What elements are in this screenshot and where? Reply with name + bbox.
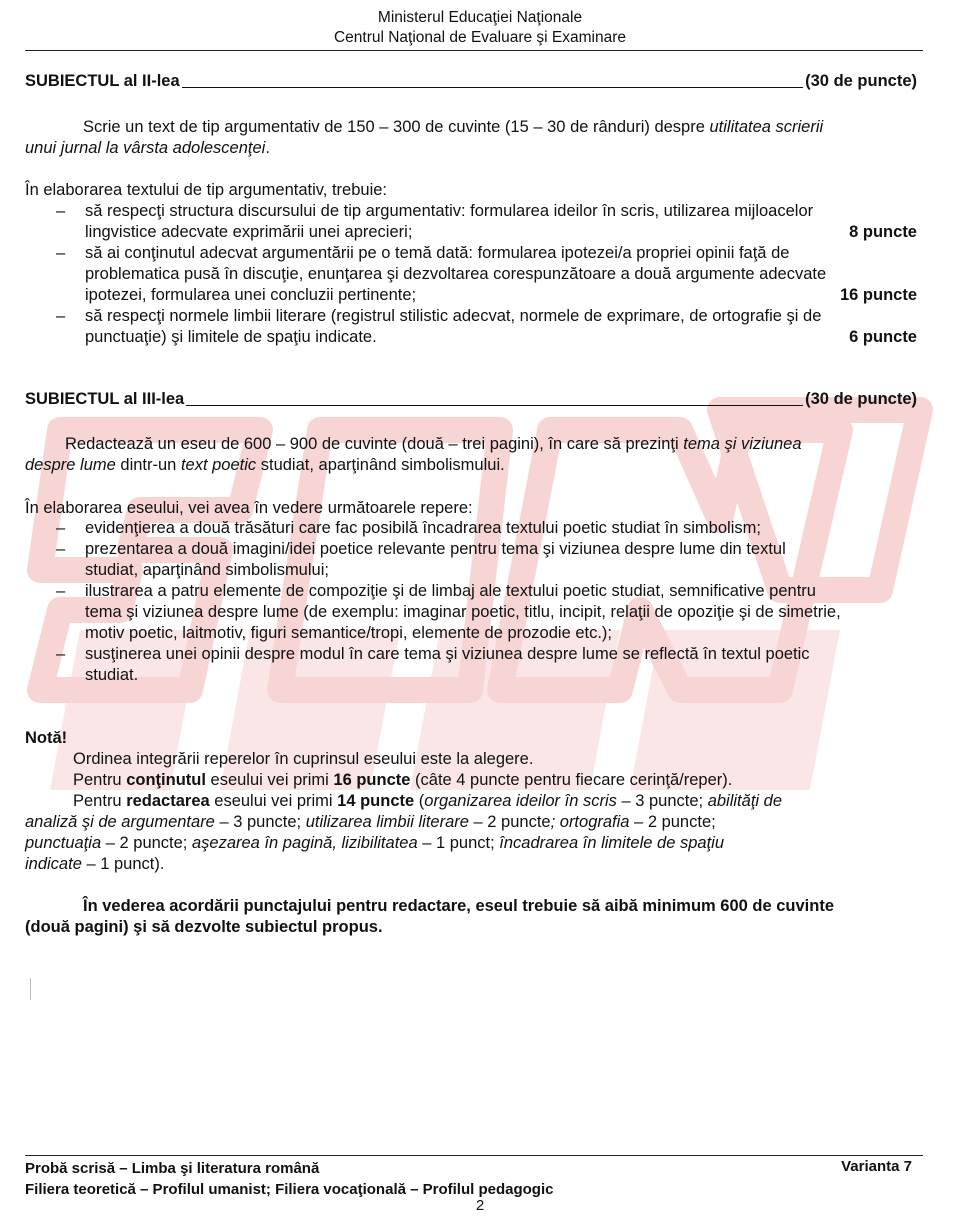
subject-2-intro: În elaborarea textului de tip argumentativ, trebuie: [25,181,387,199]
note-final-requirement: În vederea acordării punctajului pentru redactare, eseul trebuie să aibă minimum 600 de cuvinte (două pagini) şi să dezvolte subiectul propus. [25,897,835,936]
subject-3-item-1: evidenţierea a două trăsături care fac posibilă încadrarea textului poetic studiat în simbolism; [85,519,761,537]
subject-2-task: Scrie un text de tip argumentativ de 150 – 300 de cuvinte (15 – 30 de rânduri) despre utilitatea scrierii unui jurnal la vârsta adolescenţei. [25,118,824,157]
points-label: 6 puncte [849,328,917,346]
header-center: Centrul Naţional de Evaluare şi Examinare [333,29,627,46]
bullet-dash: – [56,307,66,325]
note-body: Ordinea integrării reperelor în cuprinsul eseului este la alegere. Pentru conţinutul eseului vei primi 16 puncte (câte 4 puncte pentru fiecare cerinţă/reper). Pentru redactarea eseului vei primi 14 puncte (organizarea ideilor în scris – 3 puncte; abilităţi de [73,750,783,810]
footer-rule [25,1155,923,1156]
note-body-continued: analiză şi de argumentare – 3 puncte; utilizarea limbii literare – 2 puncte; ortografia – 2 puncte; punctuaţia – 2 puncte; aşezarea în pagină, lizibilitatea – 1 punct; încadrarea în limitele de spaţiu indicate – 1 punct). [25,813,724,873]
document-header [0,8,960,48]
subject-3-intro: În elaborarea eseului, vei avea în vedere următoarele repere: [25,499,473,517]
subject-3-task: Redactează un eseu de 600 – 900 de cuvinte (două – trei pagini), în care să prezinţi tema şi viziunea despre lume dintr-un text poetic studiat, aparţinând simbolismului. [25,435,802,474]
bullet-dash: – [56,519,66,537]
points-label: 16 puncte [839,286,917,304]
subject-3-title [25,390,917,409]
footer-variant: Varianta 7 [841,1158,912,1175]
subject-2-title [25,72,917,91]
page-number: 2 [475,1197,485,1214]
subject-2-points: (30 de puncte) [805,72,917,90]
title-fill-line [182,87,803,88]
subject-2-item-2: să ai conţinutul adecvat argumentării pe o temă dată: formularea ipotezei/a propriei opinii faţă de problematica pusă în discuţie, enunţarea şi dezvoltarea corespunzătoare a două argumente adecvate ipotezei, formularea unei concluzii pertinente; 16 puncte [85,244,917,304]
text-cursor-mark [30,978,31,1000]
subject-3-item-2: prezentarea a două imagini/idei poetice relevante pentru tema şi viziunea despre lume din textul studiat, aparţinând simbolismului; [85,540,786,579]
bullet-dash: – [56,645,66,663]
subject-3-item-3: ilustrarea a patru elemente de compoziţie şi de limbaj ale textului poetic studiat, semnificative pentru tema şi viziunea despre lume (de exemplu: imaginar poetic, titlu, incipit, relaţii de opoziţie şi de simetrie, motiv poetic, laitmotiv, figuri semantice/tropi, elemente de prozodie etc.); [85,582,841,642]
subject-2-item-3: să respecţi normele limbii literare (registrul stilistic adecvat, normele de exprimare, de ortografie şi de punctuaţie) şi limitele de spaţiu indicate. 6 puncte [85,307,917,346]
subject-2-heading: SUBIECTUL al II-lea [25,72,180,90]
note-title: Notă! [25,729,68,747]
bullet-dash: – [56,582,66,600]
bullet-dash: – [56,244,66,262]
bullet-dash: – [56,202,66,220]
header-ministry: Ministerul Educaţiei Naţionale [377,9,583,26]
header-rule [25,50,923,51]
subject-3-heading: SUBIECTUL al III-lea [25,390,185,408]
subject-2-item-1: să respecţi structura discursului de tip argumentativ: formularea ideilor în scris, utilizarea mijloacelor lingvistice adecvate exprimării unei aprecieri; 8 puncte [85,202,917,241]
footer-text: Probă scrisă – Limba şi literatura română Filiera teoretică – Profilul umanist; Filiera vocaţională – Profilul pedagogic [25,1160,554,1198]
subject-3-item-4: susţinerea unei opinii despre modul în care tema şi viziunea despre lume se reflectă în textul poetic studiat. [85,645,810,684]
subject-3-points: (30 de puncte) [805,390,917,408]
points-label: 8 puncte [849,223,917,241]
title-fill-line [186,405,803,406]
bullet-dash: – [56,540,66,558]
